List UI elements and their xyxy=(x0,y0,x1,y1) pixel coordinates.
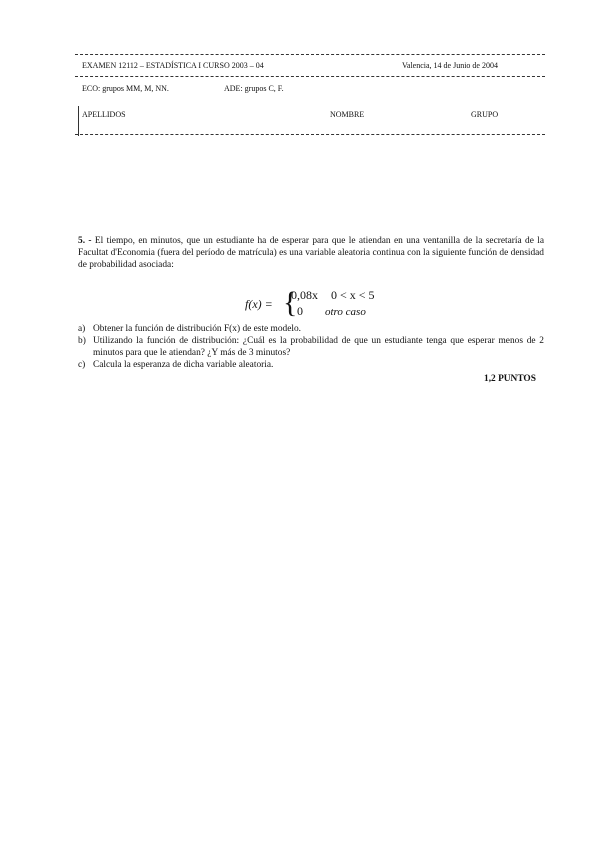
formula-case2-cond: otro caso xyxy=(325,306,366,318)
eco-groups: ECO: grupos MM, M, NN. xyxy=(82,84,169,93)
item-label: c) xyxy=(78,360,86,370)
ade-groups: ADE: grupos C, F. xyxy=(224,84,284,93)
list-item xyxy=(78,359,544,371)
grupo-label: GRUPO xyxy=(471,110,499,119)
item-text: Utilizando la función de distribución: ¿Cuál es la probabilidad de que un estudiante tenga que esperar menos de 2 minutos para que le atiendan? ¿Y más de 3 minutos? xyxy=(93,336,544,358)
question-text: El tiempo, en minutos, que un estudiante ha de esperar para que le atiendan en una ventanilla de la secretaría de la Facultat d'Economia (fuera del período de matrícula) es una variable aleatoria continua con la siguiente función de densidad de probabilidad asociada: xyxy=(78,236,545,270)
item-text: Obtener la función de distribución F(x) de este modelo. xyxy=(93,324,302,334)
formula-lhs: f(x) = xyxy=(245,297,273,311)
nombre-label: NOMBRE xyxy=(330,110,365,119)
header-top-rule xyxy=(75,54,545,55)
points-label: 1,2 PUNTOS xyxy=(484,374,536,384)
exam-date: Valencia, 14 de Junio de 2004 xyxy=(402,61,498,70)
question-items xyxy=(78,323,544,371)
formula-case1-cond: 0 < x < 5 xyxy=(331,288,375,302)
apellidos-label: APELLIDOS xyxy=(82,110,126,119)
item-label: a) xyxy=(78,324,86,334)
header-bottom-rule xyxy=(75,134,545,135)
list-item xyxy=(78,323,544,335)
question-number: 5. - xyxy=(78,236,92,246)
item-text: Calcula la esperanza de dicha variable aleatoria. xyxy=(93,360,274,370)
list-item xyxy=(78,335,544,359)
formula-case2-expr: 0 xyxy=(297,304,303,318)
formula-case1-expr: 0,08x xyxy=(291,288,318,302)
density-formula xyxy=(245,288,385,322)
header-rule-2 xyxy=(75,76,545,77)
item-label: b) xyxy=(78,336,86,346)
exam-title: EXAMEN 12112 – ESTADÍSTICA I CURSO 2003 – 04 xyxy=(82,61,264,70)
field-left-bar xyxy=(78,106,79,136)
question-statement xyxy=(78,235,544,271)
formula-brace: { xyxy=(283,286,298,319)
